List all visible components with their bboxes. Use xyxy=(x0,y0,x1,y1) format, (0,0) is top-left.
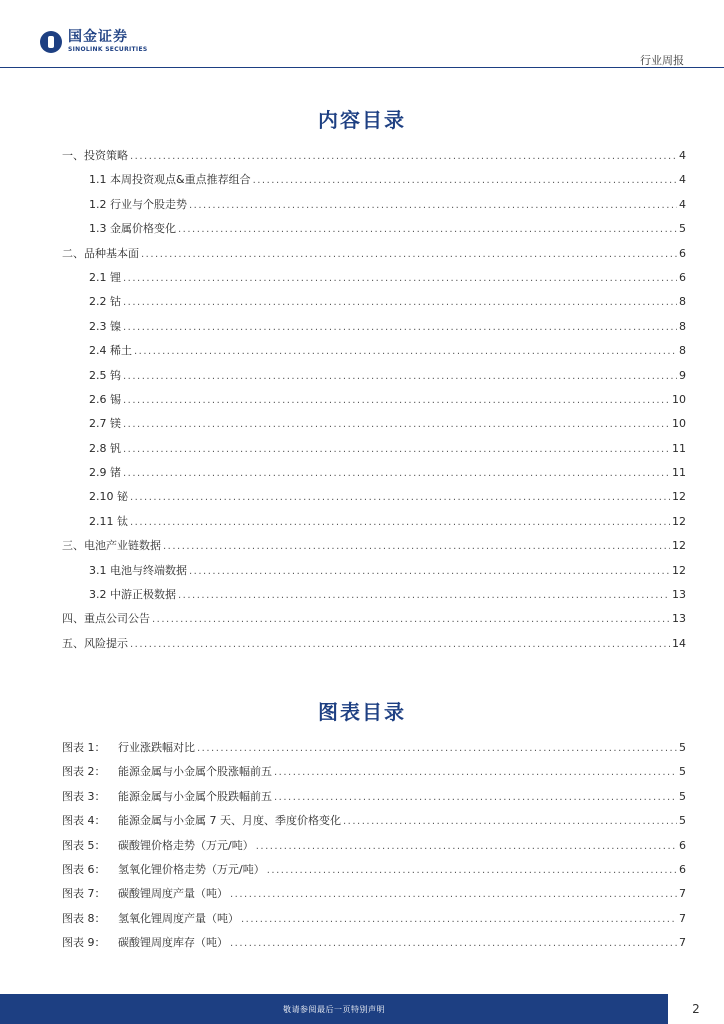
dot-leader xyxy=(197,743,677,754)
dot-leader xyxy=(189,200,677,211)
toc-entry[interactable] xyxy=(62,391,686,415)
brand-name-en: SINOLINK SECURITIES xyxy=(68,46,148,53)
figure-caption: 行业涨跌幅对比 xyxy=(118,741,195,754)
toc-entry-label: 四、重点公司公告 xyxy=(62,612,150,626)
page-ref: 8 xyxy=(679,295,686,309)
page-ref: 10 xyxy=(672,417,686,431)
figure-number: 图表 5： xyxy=(62,838,106,852)
toc-entry[interactable] xyxy=(62,147,686,171)
page-ref: 11 xyxy=(672,441,686,455)
figure-number: 图表 3： xyxy=(62,789,106,803)
toc-entry-label: 五、风险提示 xyxy=(62,636,128,650)
figure-entry[interactable] xyxy=(62,861,686,885)
page-ref: 6 xyxy=(679,838,686,852)
page-ref: 9 xyxy=(679,368,686,382)
toc-entry-label: 2.11 钛 xyxy=(89,514,128,528)
toc-entry-label: 2.6 锡 xyxy=(89,392,121,406)
page-ref: 6 xyxy=(679,862,686,876)
dot-leader xyxy=(134,346,677,357)
figure-caption: 碳酸锂周度产量（吨） xyxy=(118,887,228,901)
header-divider xyxy=(0,67,724,68)
page-ref: 5 xyxy=(679,741,686,754)
figure-entry-label xyxy=(62,788,272,804)
page-ref: 6 xyxy=(679,270,686,284)
dot-leader xyxy=(123,297,677,308)
dot-leader xyxy=(274,792,677,803)
sinolink-logo xyxy=(40,30,147,53)
toc-entry[interactable] xyxy=(62,488,686,512)
dot-leader xyxy=(141,249,677,260)
page-ref: 7 xyxy=(679,911,686,925)
logo-icon xyxy=(40,31,62,53)
figure-number: 图表 9： xyxy=(62,936,106,950)
figure-entry[interactable] xyxy=(62,788,686,812)
page-ref: 6 xyxy=(679,246,686,260)
toc-entry-label: 2.8 钒 xyxy=(89,441,121,455)
page-ref: 4 xyxy=(679,197,686,211)
page-ref: 12 xyxy=(672,539,686,553)
toc-entry-label: 2.4 稀土 xyxy=(89,344,132,358)
figure-caption: 氢氧化锂价格走势（万元/吨） xyxy=(118,862,265,876)
toc-entry[interactable] xyxy=(62,610,686,634)
toc-entry-label: 1.2 行业与个股走势 xyxy=(89,197,187,211)
toc-entry-label: 1.3 金属价格变化 xyxy=(89,222,176,236)
toc-entry-label: 一、投资策略 xyxy=(62,149,128,162)
figure-entry[interactable] xyxy=(62,934,686,958)
figure-number: 图表 2： xyxy=(62,765,106,779)
toc-entry[interactable] xyxy=(62,342,686,366)
figures-title: 图表目录 xyxy=(318,700,406,724)
toc-list xyxy=(62,147,686,659)
figure-entry-label xyxy=(62,910,239,926)
dot-leader xyxy=(253,175,677,186)
toc-entry-label: 3.1 电池与终端数据 xyxy=(89,563,187,577)
brand-name-cn: 国金证券 xyxy=(68,29,128,45)
page-ref: 12 xyxy=(672,514,686,528)
toc-entry[interactable] xyxy=(62,318,686,342)
page-ref: 5 xyxy=(679,789,686,803)
page-ref: 13 xyxy=(672,612,686,626)
page-ref: 5 xyxy=(679,765,686,779)
page-ref: 4 xyxy=(679,173,686,187)
toc-entry[interactable] xyxy=(62,464,686,488)
dot-leader xyxy=(130,492,670,503)
toc-entry-label: 二、品种基本面 xyxy=(62,246,139,260)
figure-number: 图表 6： xyxy=(62,862,106,876)
page-number: 2 xyxy=(692,1002,700,1016)
toc-entry-label: 三、电池产业链数据 xyxy=(62,539,161,553)
dot-leader xyxy=(230,938,677,949)
toc-entry[interactable] xyxy=(62,586,686,610)
figure-entry[interactable] xyxy=(62,837,686,861)
toc-entry[interactable] xyxy=(62,415,686,439)
toc-entry[interactable] xyxy=(62,513,686,537)
figure-entry[interactable] xyxy=(62,885,686,909)
footer-bar xyxy=(0,994,668,1024)
figure-caption: 能源金属与小金属个股涨幅前五 xyxy=(118,765,272,779)
figure-caption: 碳酸锂周度库存（吨） xyxy=(118,936,228,950)
figure-caption: 氢氧化锂周度产量（吨） xyxy=(118,911,239,925)
dot-leader xyxy=(123,395,670,406)
page-header xyxy=(0,0,724,70)
dot-leader xyxy=(123,322,677,333)
figure-entry-label xyxy=(62,837,254,853)
dot-leader xyxy=(130,517,670,528)
dot-leader xyxy=(123,444,670,455)
dot-leader xyxy=(274,767,677,778)
toc-title: 内容目录 xyxy=(318,108,406,132)
figure-entry-label xyxy=(62,885,228,901)
figure-number: 图表 8： xyxy=(62,911,106,925)
toc-entry-label: 2.5 钨 xyxy=(89,368,121,382)
toc-entry-label: 2.3 镍 xyxy=(89,319,121,333)
figure-caption: 能源金属与小金属 7 天、月度、季度价格变化 xyxy=(118,814,341,828)
toc-entry[interactable] xyxy=(62,171,686,195)
dot-leader xyxy=(230,889,677,900)
dot-leader xyxy=(178,224,677,235)
page-ref: 7 xyxy=(679,887,686,901)
figure-entry-label xyxy=(62,739,195,755)
page-ref: 12 xyxy=(672,563,686,577)
dot-leader xyxy=(123,273,677,284)
page-ref: 14 xyxy=(672,636,686,650)
toc-entry[interactable] xyxy=(62,635,686,659)
page-ref: 8 xyxy=(679,344,686,358)
toc-entry[interactable] xyxy=(62,440,686,464)
figure-entry-label xyxy=(62,763,272,779)
toc-entry[interactable] xyxy=(62,293,686,317)
dot-leader xyxy=(267,865,677,876)
figure-caption: 能源金属与小金属个股跌幅前五 xyxy=(118,789,272,803)
dot-leader xyxy=(343,816,677,827)
figure-entry-label xyxy=(62,812,341,828)
dot-leader xyxy=(130,639,670,650)
figure-entry[interactable] xyxy=(62,763,686,787)
figure-entry[interactable] xyxy=(62,910,686,934)
toc-entry-label: 1.1 本周投资观点&重点推荐组合 xyxy=(89,173,251,187)
dot-leader xyxy=(123,371,677,382)
page-ref: 4 xyxy=(679,149,686,162)
page-ref: 11 xyxy=(672,466,686,480)
toc-entry-label: 3.2 中游正极数据 xyxy=(89,588,176,602)
toc-entry-label: 2.2 钴 xyxy=(89,295,121,309)
page-ref: 8 xyxy=(679,319,686,333)
page-ref: 5 xyxy=(679,814,686,828)
report-type: 行业周报 xyxy=(640,54,684,67)
figure-entry[interactable] xyxy=(62,739,686,763)
figure-number: 图表 4： xyxy=(62,814,106,828)
dot-leader xyxy=(130,151,677,162)
toc-entry[interactable] xyxy=(62,562,686,586)
toc-entry-label: 2.7 镁 xyxy=(89,417,121,431)
dot-leader xyxy=(123,468,670,479)
toc-entry-label: 2.9 锗 xyxy=(89,466,121,480)
figures-list xyxy=(62,739,686,959)
toc-entry[interactable] xyxy=(62,537,686,561)
figure-number: 图表 1： xyxy=(62,741,106,754)
figure-caption: 碳酸锂价格走势（万元/吨） xyxy=(118,838,254,852)
figure-number: 图表 7： xyxy=(62,887,106,901)
dot-leader xyxy=(256,841,677,852)
dot-leader xyxy=(189,566,670,577)
toc-entry-label: 2.10 铋 xyxy=(89,490,128,504)
page-ref: 5 xyxy=(679,222,686,236)
toc-entry[interactable] xyxy=(62,245,686,269)
page-ref: 13 xyxy=(672,588,686,602)
dot-leader xyxy=(152,614,670,625)
dot-leader xyxy=(178,590,670,601)
figure-entry-label xyxy=(62,934,228,950)
toc-entry[interactable] xyxy=(62,220,686,244)
toc-entry-label: 2.1 锂 xyxy=(89,270,121,284)
logo-wordmark xyxy=(68,30,147,53)
page-footer xyxy=(0,994,724,1024)
dot-leader xyxy=(241,914,677,925)
dot-leader xyxy=(163,541,670,552)
dot-leader xyxy=(123,419,670,430)
toc-entry[interactable] xyxy=(62,367,686,391)
figure-entry-label xyxy=(62,861,265,877)
figure-entry[interactable] xyxy=(62,812,686,836)
page-ref: 7 xyxy=(679,936,686,950)
page-ref: 12 xyxy=(672,490,686,504)
page-ref: 10 xyxy=(672,392,686,406)
toc-entry[interactable] xyxy=(62,196,686,220)
toc-entry[interactable] xyxy=(62,269,686,293)
footer-disclaimer: 敬请参阅最后一页特别声明 xyxy=(283,1004,385,1014)
